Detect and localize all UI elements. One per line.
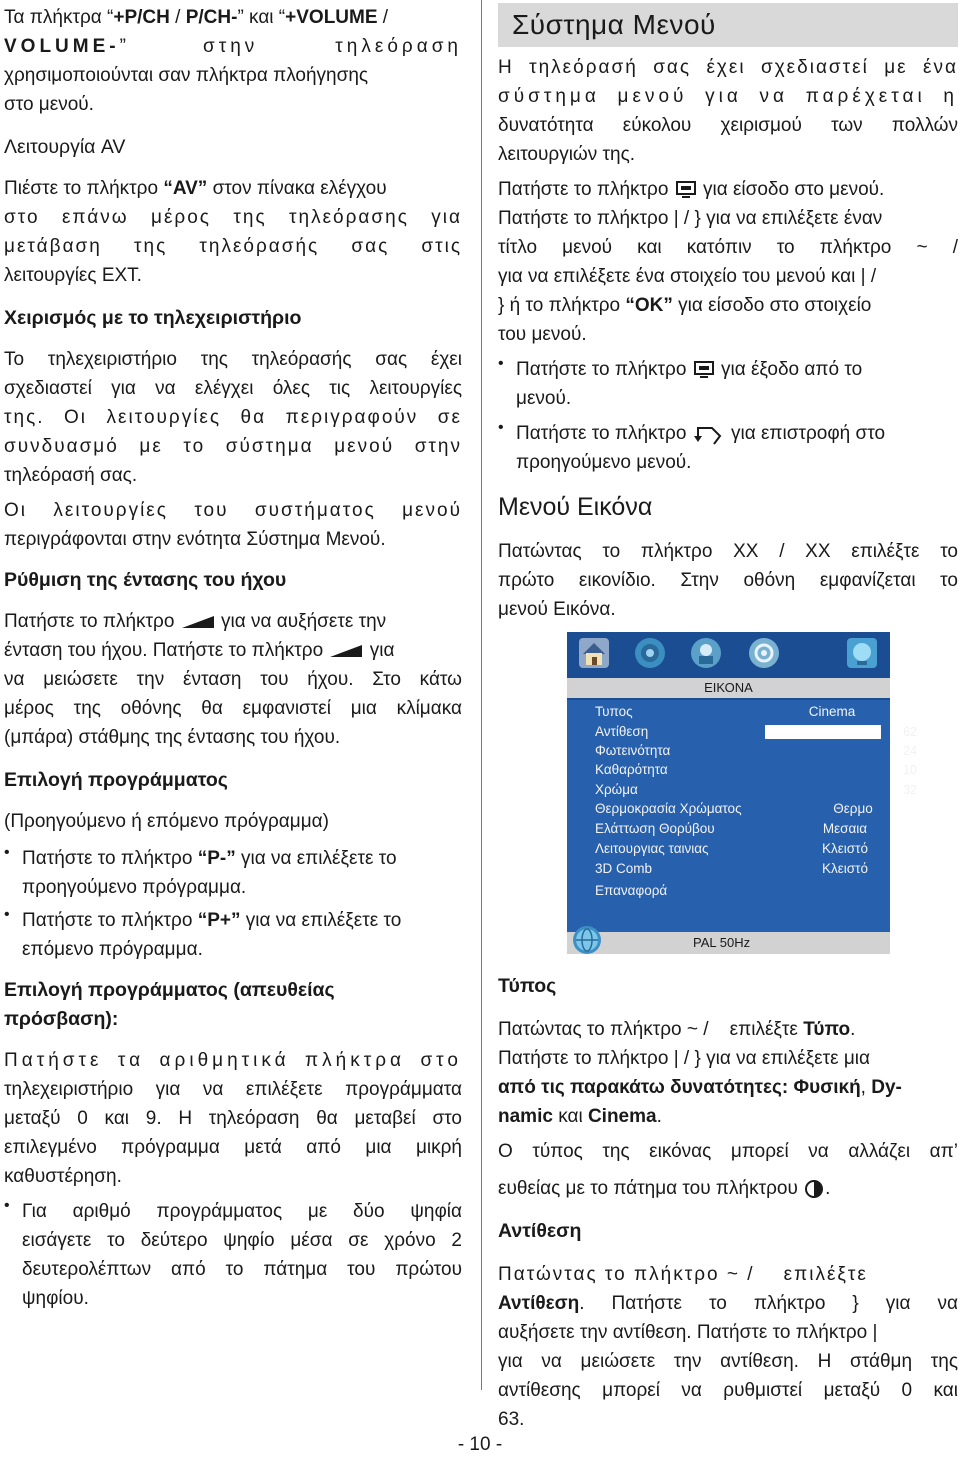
remote-text: Το τηλεχειριστήριο της τηλεόρασής σας έχει σχεδιαστεί για να ελέγχει όλες τις λειτουργίες της. Οι λειτουργίες θα περιγραφούν σε συνδυασμό με το σύστημα μενού στην τηλεόρασή σας. Οι λειτουργίες του συστήματος μενού περιγράφονται στην ενότητα Σύστημα Μενού. [4, 349, 462, 550]
picture-menu-text: Πατώντας το πλήκτρο XX / XX επιλέξτε το πρώτο εικονίδιο. Στην οθόνη εμφανίζεται το μενού Εικόνα. [498, 541, 958, 620]
column-divider [481, 0, 482, 1390]
volume-up-icon [180, 615, 216, 629]
direct-heading: Επιλογή προγράμματος (απευθείας πρόσβαση): [4, 979, 335, 1030]
menu-exit-key-icon [692, 360, 716, 380]
picture-mode-key-icon [803, 1178, 825, 1200]
menu-row-film-mode[interactable]: Λειτουργιας ταινιας Κλειστό [595, 841, 868, 856]
signal-info-bar [567, 932, 890, 954]
contrast-heading: Αντίθεση [498, 1220, 582, 1242]
direct-text: Πατήστε τα αριθμητικά πλήκτρα στο τηλεχειριστήριο για να επιλέξετε προγράμματα μεταξύ 0 και 9. Η τηλεόραση θα μεταβεί στο επιλεγμένο πρόγραμμα μετά από μια μικρή καθυστέρηση. [4, 1050, 462, 1187]
menu-key-icon [674, 180, 698, 200]
menu-nav-text: Πατήστε το πλήκτρο για είσοδο στο μενού. Πατήστε το πλήκτρο | / } για να επιλέξετε έναν τίτλο μενού και κατόπιν το πλήκτρο ~ / για να επιλέξετε ένα στοιχείο του μενού και | / } ή το πλήκτρο “OK” για είσοδο στο στοιχείο του μενού. [498, 179, 958, 345]
av-heading: Λειτουργία AV [4, 136, 126, 158]
program-prev-bullet: • Πατήστε το πλήκτρο “P-” για να επιλέξετε το προηγούμενο πρόγραμμα. [4, 844, 462, 902]
sound-menu-icon[interactable] [635, 638, 665, 668]
signal-format: PAL 50Hz [693, 935, 751, 950]
menu-intro: Η τηλεόρασή σας έχει σχεδιαστεί με ένα σύστημα μενού για να παρέχεται η δυνατότητα εύκολου χειρισμού των πολλών λειτουργιών της. [498, 57, 958, 165]
right-column [498, 0, 958, 624]
contrast-text: Πατώντας το πλήκτρο ~ / επιλέξτε Αντίθεση. Πατήστε το πλήκτρο } για να αυξήσετε την αντίθεση. Πατήστε το πλήκτρο | για να μειώσετε την αντίθεση. Η στάθμη της αντίθεσης μπορεί να ρυθμιστεί μεταξύ 0 και 63. [498, 1264, 959, 1430]
menu-row-colour-temp[interactable]: Θερμοκρασία Χρώματος Θερμο [595, 801, 873, 816]
menu-row-sharpness[interactable]: Καθαρότητα 10 [595, 762, 917, 777]
picture-menu-screen [567, 632, 917, 954]
picture-menu-heading: Μενού Εικόνα [498, 493, 653, 521]
menu-system-banner: Σύστημα Μενού [498, 3, 958, 47]
menu-row-noise-reduction[interactable]: Ελάττωση Θορύβου Μεσαια [595, 821, 868, 836]
menu-icon-row [567, 632, 890, 676]
features-menu-icon[interactable] [691, 638, 721, 668]
type-heading: Τύπος [498, 975, 557, 997]
program-heading: Επιλογή προγράμματος [4, 769, 228, 791]
menu-back-bullet: • Πατήστε το πλήκτρο για επιστροφή στο προηγούμενο μενού. [498, 419, 958, 477]
globe-icon [573, 926, 601, 954]
program-next-bullet: • Πατήστε το πλήκτρο “P+” για να επιλέξετε το επόμενο πρόγραμμα. [4, 906, 462, 964]
volume-text: Πατήστε το πλήκτρο για να αυξήσετε την ένταση του ήχου. Πατήστε το πλήκτρο για να μειώσετε την ένταση του ήχου. Στο κάτω μέρος της οθόνης θα εμφανιστεί μια κλίμακα (μπάρα) στάθμης της έντασης του ήχου. [4, 611, 462, 748]
menu-row-colour[interactable]: Χρώμα 32 [595, 782, 917, 797]
volume-down-icon [328, 644, 364, 658]
remote-heading: Χειρισμός με το τηλεχειριστήριο [4, 307, 302, 329]
menu-row-brightness[interactable]: Φωτεινότητα 24 [595, 743, 917, 758]
source-menu-icon[interactable] [847, 638, 877, 668]
left-column [4, 0, 462, 1313]
install-menu-icon[interactable] [749, 638, 779, 668]
picture-menu-title: ΕΙΚΟΝΑ [567, 678, 890, 698]
nav-keys-intro: Τα πλήκτρα “+P/CH / P/CH-” και “+VOLUME / VOLUME-” στην τηλεόραση χρησιμοποιούνται σαν πλήκτρα πλοήγησης στο μενού. [4, 7, 462, 115]
volume-heading: Ρύθμιση της έντασης του ήχου [4, 569, 287, 591]
menu-row-type[interactable]: Τυπος Cinema [595, 704, 856, 719]
type-text: Πατώντας το πλήκτρο ~ / επιλέξτε Τύπο. Πατήστε το πλήκτρο | / } για να επιλέξετε μια από τις παρακάτω δυνατότητες: Φυσική, Dy- namic και Cinema. Ο τύπος της εικόνας μπορεί να αλλάζει απ’ ευθείας με το πάτημα του πλήκτρου . [498, 1019, 958, 1199]
menu-row-3d-comb[interactable]: 3D Comb Κλειστό [595, 861, 868, 876]
contrast-level-bar [765, 725, 881, 739]
direct-two-digit-bullet: • Για αριθμό προγράμματος με δύο ψηφία εισάγετε το δεύτερο ψηφίο μέσα σε χρόνο 2 δευτερολέπτων από το πάτημα του πρώτου ψηφίου. [4, 1197, 462, 1313]
menu-exit-bullet: • Πατήστε το πλήκτρο για έξοδο από το μενού. [498, 355, 958, 413]
return-key-icon [692, 422, 726, 446]
picture-menu-icon[interactable] [579, 638, 609, 668]
menu-row-contrast[interactable]: Αντίθεση 62 [595, 724, 917, 739]
right-column-lower [498, 972, 958, 1434]
menu-row-reset[interactable]: Επαναφορά [595, 883, 668, 898]
picture-menu-list [567, 700, 917, 932]
page-number: - 10 - [457, 1434, 503, 1455]
program-subtitle: (Προηγούμενο ή επόμενο πρόγραμμα) [4, 811, 329, 832]
av-text: Πιέστε το πλήκτρο “AV” στον πίνακα ελέγχου στο επάνω μέρος της τηλεόρασης για μετάβαση της τηλεόρασής σας στις λειτουργίες EXT. [4, 178, 462, 286]
